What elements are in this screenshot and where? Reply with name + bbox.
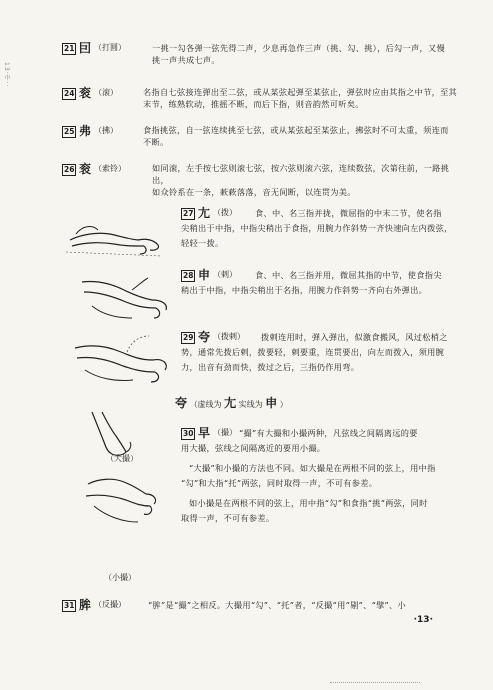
item-number: 27 (183, 209, 194, 218)
hand-pluck-flick-illustration (67, 330, 177, 388)
item-number: 25 (64, 127, 75, 136)
legend-text: （虚线为 (189, 400, 222, 409)
text-line: 力，出音有劲而快，拨过之后，三指仍作用弯。 (181, 362, 360, 372)
notation-glyph: 申 (198, 268, 211, 282)
legend-text: 实线为 (238, 400, 263, 409)
text-line: “大撮”和小撮的方法也不同。如大撮是在两根不同的弦上，用中指 (189, 463, 436, 473)
item-description (143, 124, 461, 148)
notation-glyph: 申 (265, 396, 278, 410)
figure-caption: （大撮） (106, 454, 138, 463)
text-line: 一挑一勾各弹一弦先得二声，少息再急作三声（挑、勾、挑），后勾一声，又慢 (152, 43, 445, 53)
item-name: （拨） (213, 208, 237, 217)
text-line: 尖稍出于中指，中指尖稍出于食指，用腕力作斜势一齐快速向左内拨弦， (181, 223, 453, 233)
text-line: 挑一声共成七声。 (152, 55, 220, 65)
item-name: （拨剌） (213, 332, 245, 341)
item-description (181, 331, 466, 373)
notation-legend (175, 397, 288, 411)
item-name: （撮） (213, 428, 237, 437)
item-number: 29 (183, 333, 194, 342)
text-line: “撮”有大撮和小撮两种，凡弦线之间隔离远的要 (239, 428, 418, 438)
item-name: （滚） (94, 88, 118, 97)
item-number: 26 (64, 165, 75, 174)
page-number: ·13· (413, 615, 433, 625)
notation-glyph: 尢 (224, 396, 237, 410)
text-line: 势，通常先拨后剌，拨要轻，剌要重，连贯要出，向左而拨入，须用腕 (181, 347, 445, 357)
text-line: 食、中、名三指并拢，微屈指的中末二节，使名指 (255, 208, 442, 218)
hand-big-pinch-illustration (82, 408, 142, 458)
item-description (181, 427, 466, 524)
text-line: 轻轻一拨。 (181, 238, 224, 248)
hand-pluck-illustration (62, 212, 172, 267)
notation-glyph: 囙 (79, 41, 92, 55)
bottom-rule (330, 682, 420, 683)
figure-caption: （小撮） (104, 573, 136, 582)
item-name: （反撮） (94, 600, 126, 609)
text-line: 末节，练熟软动，推摇不断，而后下指，则音韵然可听矣。 (143, 99, 364, 109)
item-name: （打圆） (94, 43, 126, 52)
item-number: 21 (64, 44, 75, 53)
text-line: “勾”和大指“托”两弦，同时取得一声，不可有参差。 (181, 478, 378, 488)
notation-glyph: 弗 (79, 124, 92, 138)
item-name: （剌） (213, 270, 237, 279)
margin-note: 13·中·· (3, 62, 10, 88)
text-line: 取得一声，不可有参差。 (181, 513, 275, 523)
notation-glyph: 衮 (79, 86, 92, 100)
text-line: 如小撮是在两根不同的弦上，用中指“勾”和食指“挑”两弦，同时 (189, 498, 428, 508)
text-line: 如众铃系在一条，蔌蔌落落，音无间断，以连贯为美。 (152, 187, 356, 197)
item-description (152, 162, 462, 198)
text-line: 不断。 (143, 137, 169, 147)
item-name: （拂） (94, 126, 118, 135)
item-number: 31 (64, 601, 75, 610)
notation-glyph: 夸 (198, 330, 211, 344)
hand-flick-illustration (72, 270, 177, 328)
item-description (152, 42, 452, 66)
item-description (181, 269, 466, 296)
text-line: 食指挑弦，自一弦连续挑至七弦，或从某弦起至某弦止，拂弦时不可太重，须连而 (143, 125, 449, 135)
notation-glyph: 䏬 (79, 598, 92, 612)
notation-glyph: 早 (198, 426, 211, 440)
item-description: “䏬”是“撮”之相反。大撮用“勾”、“托”者，“反撮”用“剔”、“擘”、小 (148, 600, 407, 610)
item-description (181, 207, 466, 249)
item-number: 24 (64, 89, 75, 98)
notation-glyph: 衮 (79, 162, 92, 176)
item-number: 28 (183, 271, 194, 280)
notation-glyph: 尢 (198, 206, 211, 220)
item-description (143, 86, 461, 110)
text-line: 如同滚，左手按七弦则滚七弦，按六弦则滚六弦，连续数弦，次第往前，一路挑出， (152, 163, 450, 185)
hand-small-pinch-illustration (80, 470, 165, 532)
text-line: 稍出于中指，中指尖稍出于名指，用腕力作斜势一齐向右外弹出。 (181, 285, 428, 295)
legend-text: ） (279, 400, 288, 409)
notation-glyph: 夸 (175, 396, 188, 410)
item-number: 30 (183, 429, 194, 438)
text-line: 名指自七弦接连弹出至二弦，或从某弦起弹至某弦止，弹弦时应由其指之中节，至其 (143, 87, 458, 97)
item-name: （索铃） (94, 164, 126, 173)
text-line: 用大撮，弦线之间隔离近的要用小撮。 (181, 443, 326, 453)
text-line: 拨剌连用时，弹入弹出，似激食搬风，风过松梢之 (261, 332, 448, 342)
text-line: 食、中、名三指并用，微屈其指的中节，使食指尖 (255, 270, 442, 280)
